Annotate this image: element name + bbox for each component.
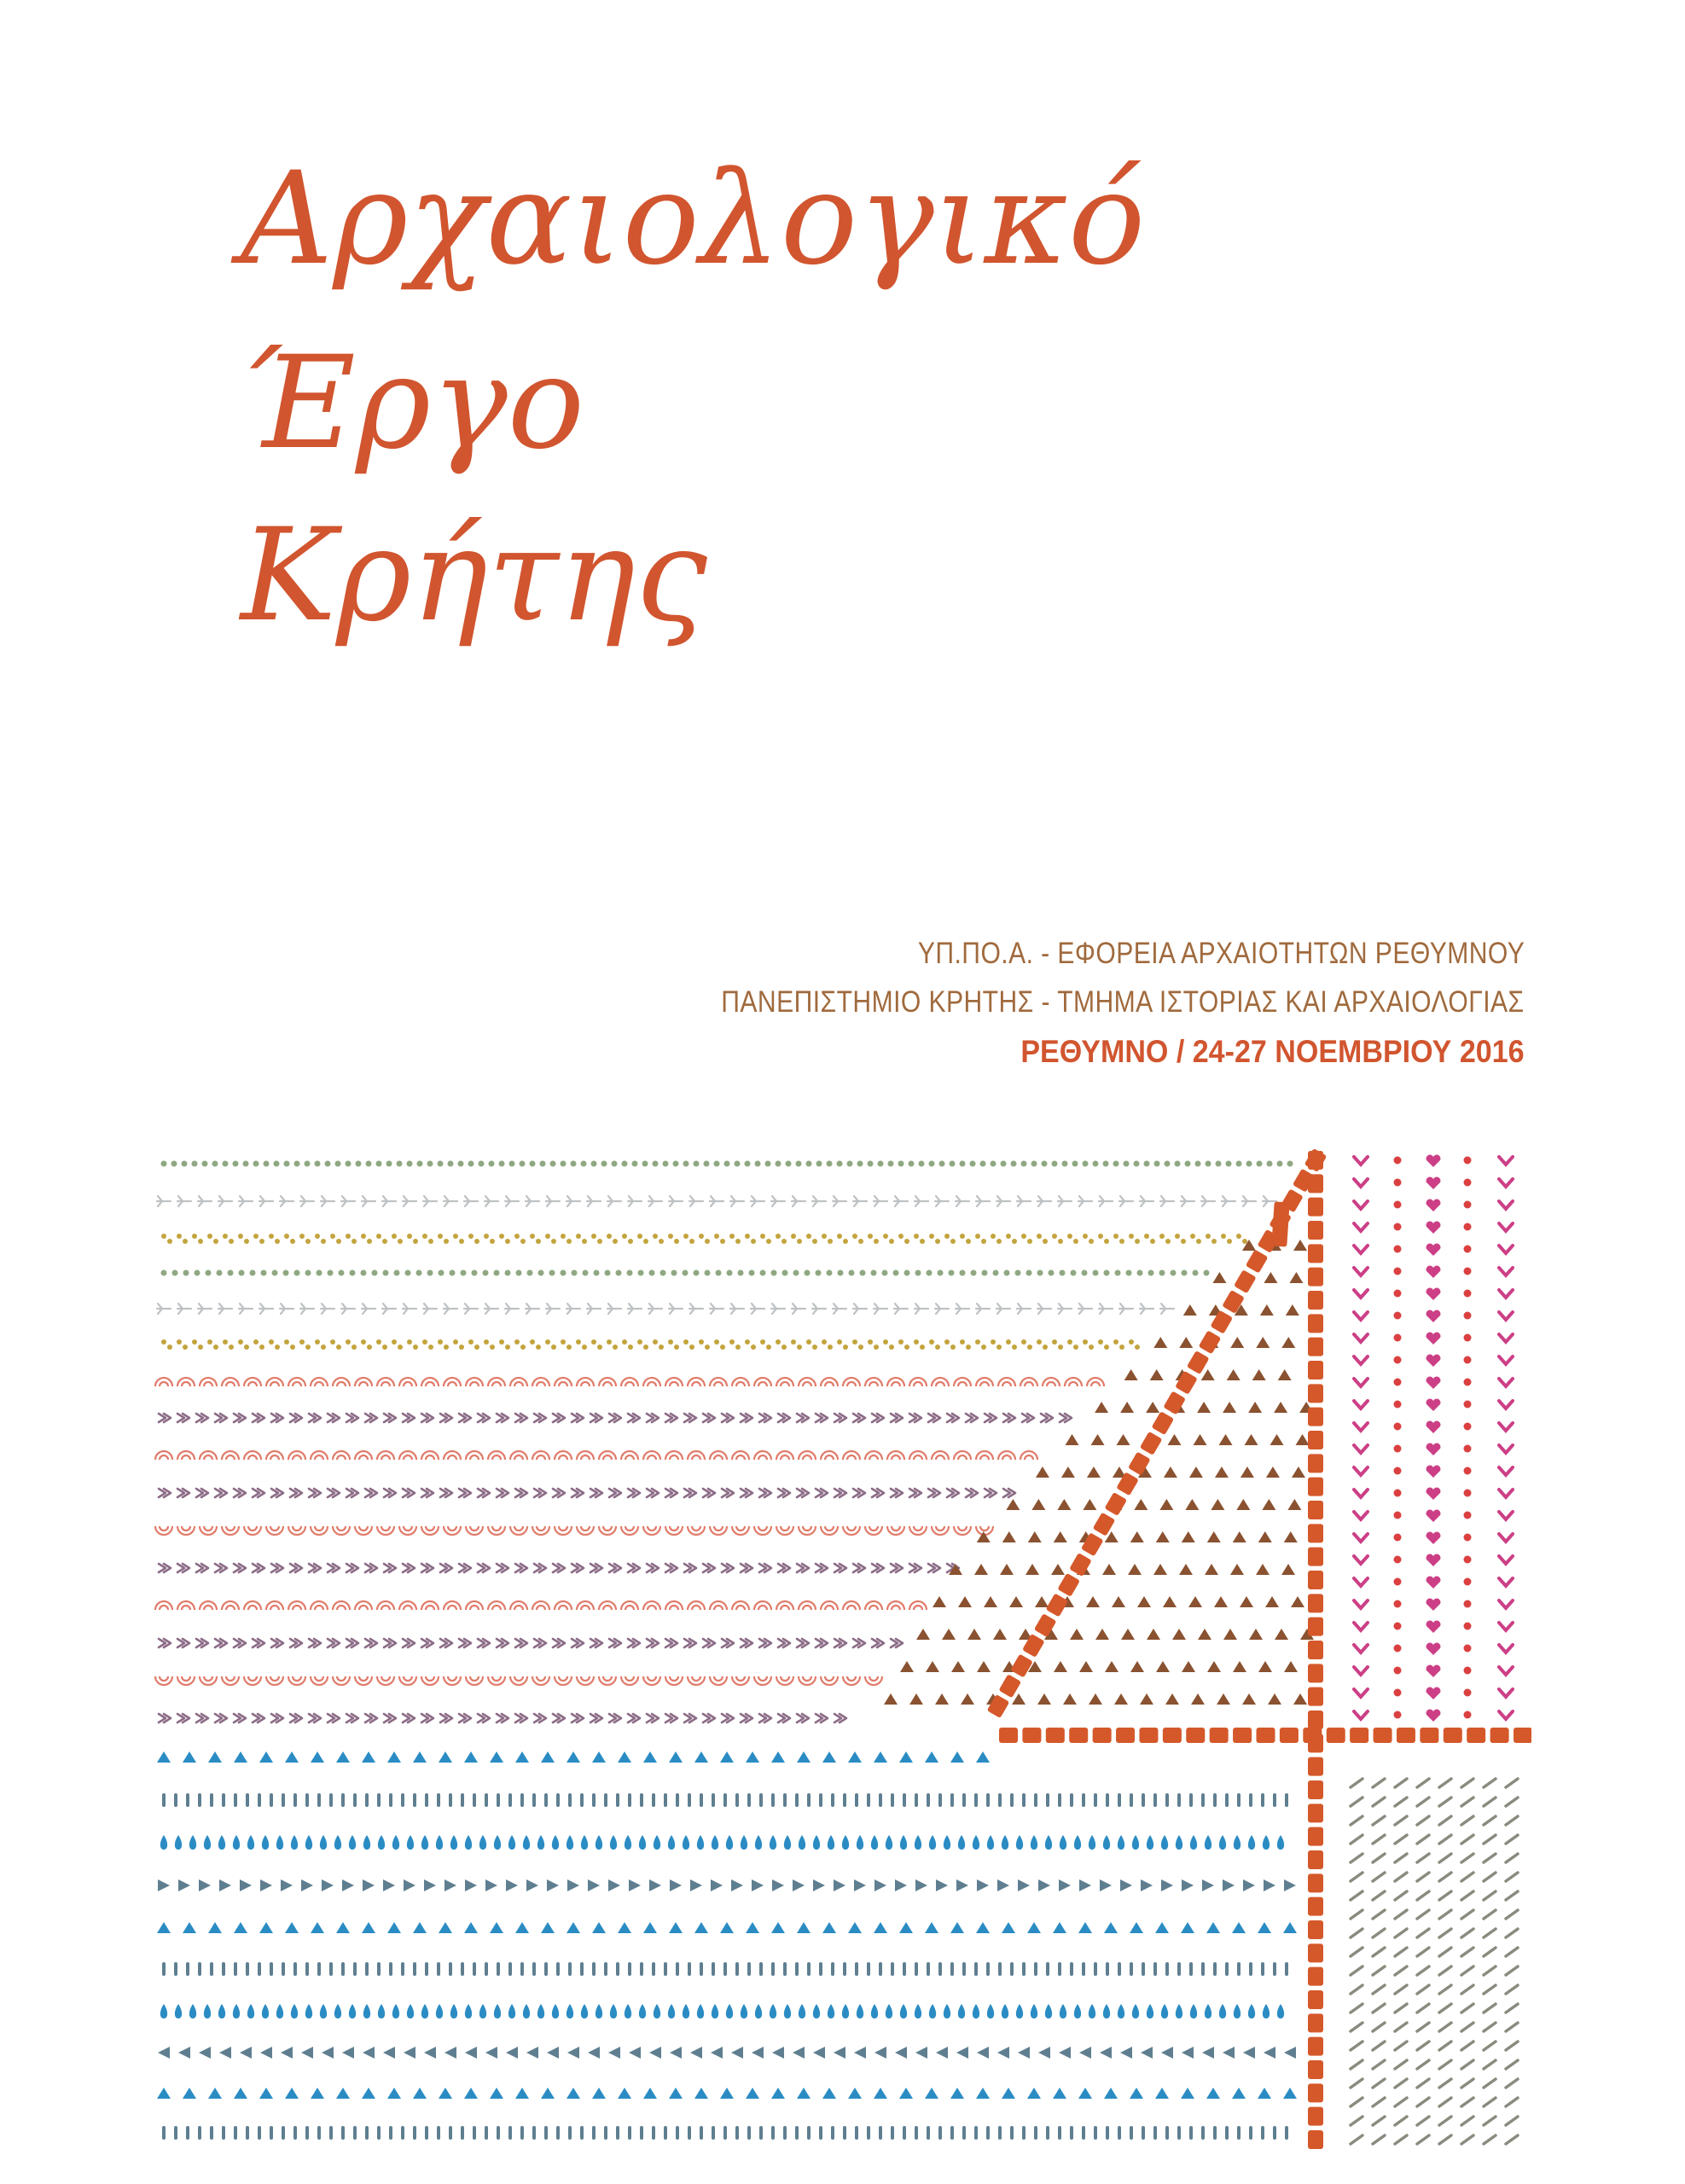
- stitch-row-2: [157, 1196, 1276, 1206]
- pattern-artwork: [154, 1143, 1531, 2150]
- stitch-row-22: [162, 1962, 1288, 1976]
- stitch-row-1: [161, 1161, 1293, 1167]
- stitch-row-10: [159, 1489, 1015, 1497]
- organizer-line-2: ΠΑΝΕΠΙΣΤΗΜΙΟ ΚΡΗΤΗΣ - ΤΜΗΜΑ ΙΣΤΟΡΙΑΣ ΚΑΙ ΑΡΧΑΙΟΛΟΓΙΑΣ: [721, 985, 1525, 1019]
- title-line-1: Αρχαιολογικό: [241, 145, 1146, 293]
- stitch-row-19: [160, 1835, 1284, 1850]
- stitch-row-11: [155, 1526, 993, 1535]
- dash-field: [1351, 1779, 1518, 2144]
- stitch-row-24: [158, 2047, 1296, 2059]
- stitch-row-17: [157, 1751, 990, 1763]
- stitch-row-26: [162, 2126, 1288, 2140]
- title-line-2: Έργο: [241, 329, 585, 478]
- stitch-row-9: [155, 1451, 1037, 1460]
- stitch-row-13: [155, 1601, 927, 1610]
- stitch-row-7: [155, 1378, 1104, 1386]
- stitch-row-5: [157, 1304, 1174, 1314]
- stitch-row-4: [161, 1270, 1210, 1276]
- stitch-row-16: [159, 1714, 846, 1722]
- stitch-row-21: [157, 1922, 1297, 1933]
- event-place-date: ΡΕΘΥΜΝΟ / 24-27 ΝΟΕΜΒΡΙΟΥ 2016: [1020, 1034, 1525, 1069]
- stitch-row-15: [155, 1676, 882, 1685]
- stitch-row-12: [159, 1564, 959, 1572]
- brick-frame: [987, 1148, 1531, 2149]
- organizer-line-1: ΥΠ.ΠΟ.Α. - ΕΦΟΡΕΙΑ ΑΡΧΑΙΟΤΗΤΩΝ ΡΕΘΥΜΝΟΥ: [917, 937, 1525, 970]
- stitch-row-3: [161, 1234, 1247, 1244]
- title-line-3: Κρήτης: [241, 502, 707, 650]
- stitch-row-20: [158, 1879, 1296, 1891]
- vertical-columns: [1354, 1155, 1513, 1722]
- stitch-row-23: [160, 2004, 1284, 2018]
- stitch-row-14: [159, 1639, 903, 1647]
- stitch-row-25: [157, 2088, 1297, 2099]
- stitch-row-8: [159, 1414, 1072, 1422]
- stitch-row-6: [161, 1339, 1140, 1350]
- stitch-row-18: [162, 1793, 1288, 1807]
